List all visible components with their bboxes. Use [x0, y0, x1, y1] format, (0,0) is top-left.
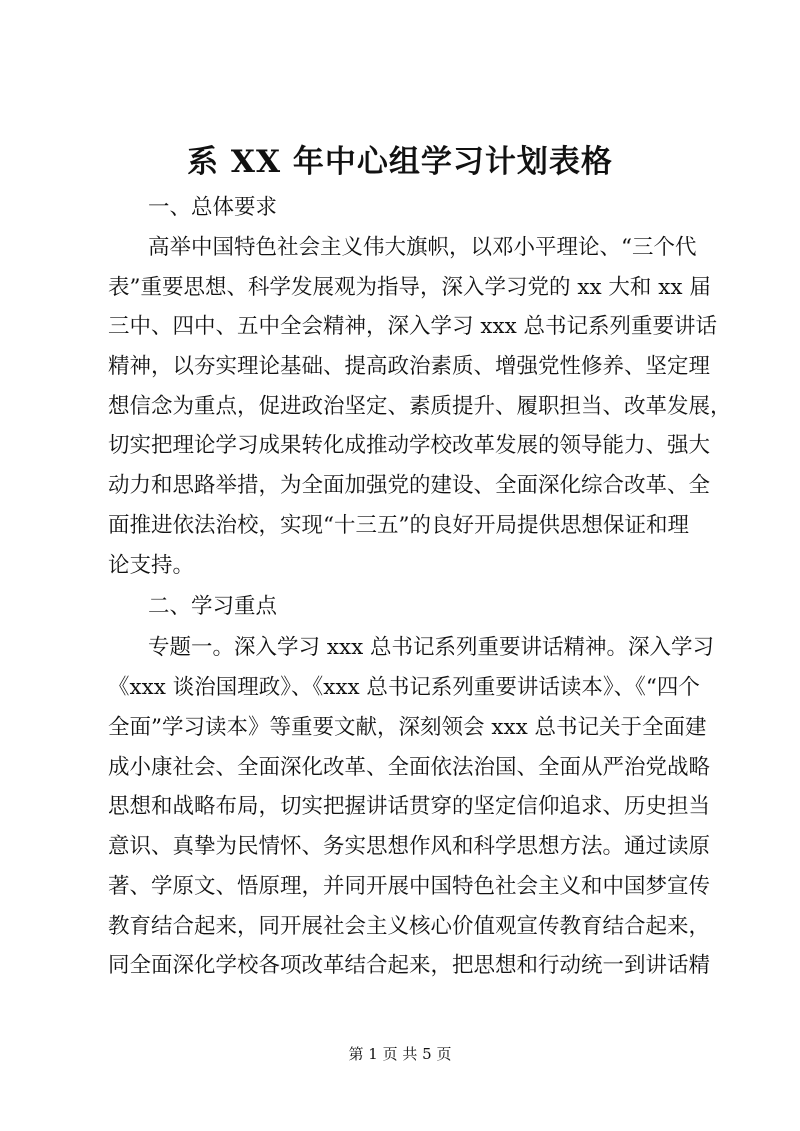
paragraph-line: 教育结合起来，同开展社会主义核心价值观宣传教育结合起来，: [108, 914, 711, 939]
paragraph-line: 表”重要思想、科学发展观为指导，深入学习党的 xx 大和 xx 届: [108, 275, 711, 300]
page-footer: 第 1 页 共 5 页: [348, 1045, 452, 1063]
paragraph-line: 思想和战略布局，切实把握讲话贯穿的坚定信仰追求、历史担当: [108, 794, 711, 819]
section-heading-overall-requirements: 一、总体要求: [148, 195, 278, 220]
paragraph-line: 全面”学习读本》等重要文献，深刻领会 xxx 总书记关于全面建: [108, 715, 707, 740]
paragraph-line: 面推进依法治校，实现“十三五”的良好开局提供思想保证和理: [108, 513, 689, 538]
paragraph-line: 意识、真挚为民情怀、务实思想作风和科学思想方法。通过读原: [108, 834, 711, 859]
paragraph-line: 高举中国特色社会主义伟大旗帜，以邓小平理论、“三个代: [148, 235, 697, 260]
document-title: 系 XX 年中心组学习计划表格: [187, 144, 613, 180]
paragraph-line: 论支持。: [108, 553, 195, 578]
paragraph-line: 成小康社会、全面深化改革、全面依法治国、全面从严治党战略: [108, 755, 711, 780]
paragraph-line: 想信念为重点，促进政治坚定、素质提升、履职担当、改革发展，: [108, 394, 732, 419]
paragraph-line: 同全面深化学校各项改革结合起来，把思想和行动统一到讲话精: [108, 953, 711, 978]
paragraph-line: 三中、四中、五中全会精神，深入学习 xxx 总书记系列重要讲话: [108, 314, 718, 339]
paragraph-line: 专题一。深入学习 xxx 总书记系列重要讲话精神。深入学习: [148, 635, 715, 660]
section-heading-study-focus: 二、学习重点: [148, 594, 278, 619]
paragraph-line: 《xxx 谈治国理政》、《xxx 总书记系列重要讲话读本》、《“四个: [108, 675, 700, 700]
paragraph-line: 著、学原文、悟原理，并同开展中国特色社会主义和中国梦宣传: [108, 874, 711, 899]
paragraph-line: 切实把理论学习成果转化成推动学校改革发展的领导能力、强大: [108, 433, 711, 458]
paragraph-line: 精神，以夯实理论基础、提高政治素质、增强党性修养、坚定理: [108, 354, 711, 379]
paragraph-line: 动力和思路举措，为全面加强党的建设、全面深化综合改革、全: [108, 473, 711, 498]
